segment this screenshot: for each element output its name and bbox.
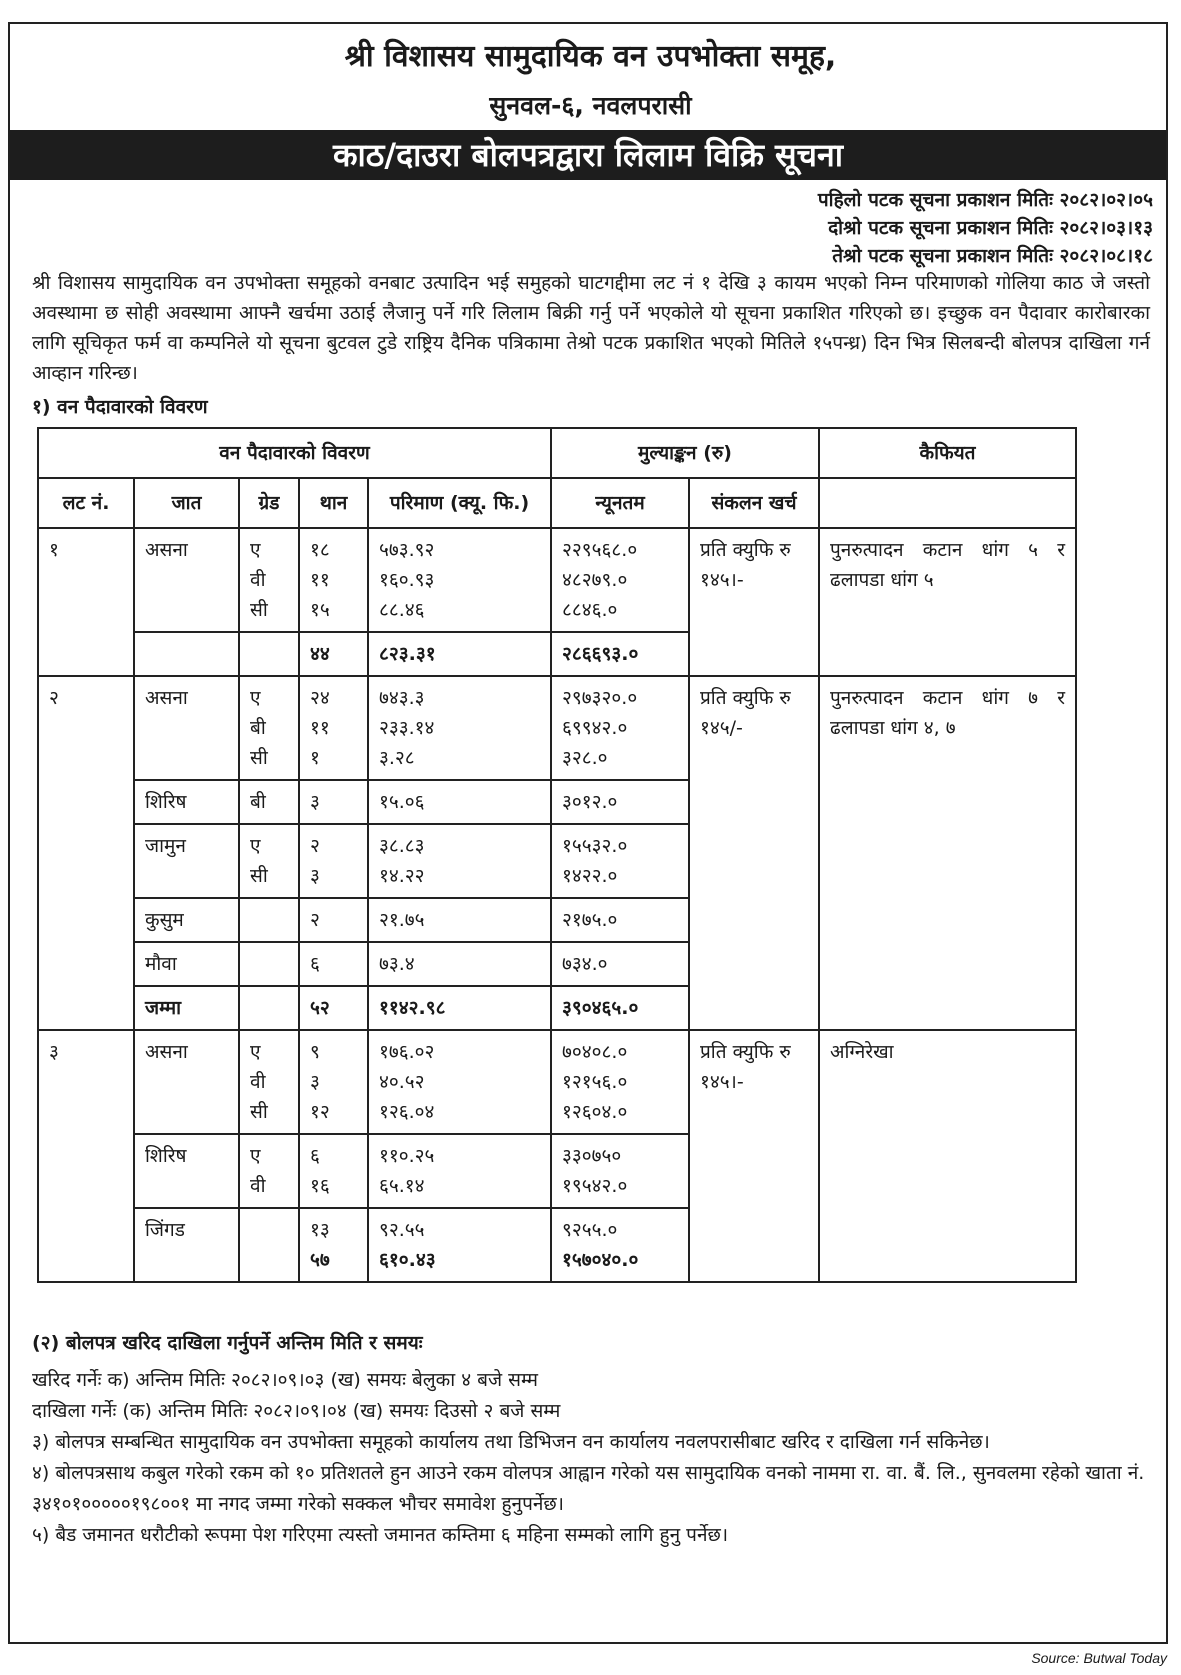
grade-value: ए [250,539,261,561]
count-value: २४ [310,687,330,709]
grade-cell [239,676,299,780]
point-4: ४) बोलपत्रसाथ कबुल गरेको रकम को १० प्रतिशतले हुन आउने रकम वोलपत्र आह्वान गरेको यस सामुदायिक वनको नाममा रा. वा. बैं. लि., सुनवलमा रहेको खाता नं. ३४१०१०००००१९८००१ मा नगद जम्मा गरेको सक्कल भौचर समावेश हुनुपर्नेछ। [32,1462,1145,1515]
count-value: २ [310,909,320,931]
purchase-deadline: खरिद गर्नेः क) अन्तिम मितिः २०८२।०९।०३ (ख) समयः बेलुका ४ बजे सम्म [32,1369,539,1391]
volume-cell [368,528,551,632]
grade-cell [239,986,299,1030]
collection-cost: प्रति क्युफि रु १४५/- [689,676,819,1030]
min-value: २१७५.० [562,909,618,931]
min-value: १२६०४.० [562,1101,628,1123]
grade-value: वी [250,569,266,591]
remarks: अग्निरेखा [819,1030,1076,1282]
min-cell [551,632,689,676]
count-cell [299,898,368,942]
grade-value: सी [250,747,268,769]
grade-value: वी [250,1071,266,1093]
collection-cost: प्रति क्युफि रु १४५।- [689,528,819,676]
count-value: ५२ [310,997,330,1019]
notice-title: काठ/दाउरा बोलपत्रद्वारा लिलाम विक्रि सूचना [10,130,1166,180]
species: मौवा [134,942,239,986]
point-3: ३) बोलपत्र सम्बन्धित सामुदायिक वन उपभोक्ता समूहको कार्यालय तथा डिभिजन वन कार्यालय नवलपरासीबाट खरिद र दाखिला गर्न सकिनेछ। [32,1431,990,1453]
volume-cell [368,1208,551,1282]
lot-number: ३ [38,1030,134,1282]
column-header: जात [134,478,239,528]
grade-cell [239,780,299,824]
org-address: सुनवल-६, नवलपरासी [489,91,692,120]
remarks: पुनरुत्पादन कटान धांग ५ र ढलापडा धांग ५ [819,528,1076,676]
volume-cell [368,824,551,898]
grade-cell [239,528,299,632]
grade-cell [239,824,299,898]
min-value: ३०१२.० [562,791,618,813]
count-cell [299,824,368,898]
grade-cell [239,1208,299,1282]
min-value: ३९०४६५.० [562,997,639,1019]
lot-number: २ [38,676,134,1030]
count-cell [299,528,368,632]
min-value: १९५४२.० [562,1175,628,1197]
group-header-products: वन पैदावारको विवरण [38,428,551,478]
volume-value: ६१०.४३ [379,1249,436,1271]
grade-value: ए [250,1145,261,1167]
species: जम्मा [134,986,239,1030]
grade-value: ए [250,687,261,709]
volume-value: ४०.५२ [379,1071,425,1093]
min-cell [551,1208,689,1282]
min-value: ८८४६.० [562,599,618,621]
grade-cell [239,942,299,986]
grade-cell [239,1030,299,1134]
count-cell [299,1134,368,1208]
source-credit: Source: Butwal Today [1031,1650,1167,1666]
count-value: १३ [310,1219,330,1241]
column-header: संकलन खर्च [689,478,819,528]
min-cell [551,898,689,942]
species: असना [134,528,239,632]
section2 [32,1328,1162,1551]
volume-value: ६५.१४ [379,1175,425,1197]
min-cell [551,528,689,632]
min-cell [551,824,689,898]
volume-value: ७४३.३ [379,687,425,709]
count-value: ११ [310,569,330,591]
min-value: ४८२७९.० [562,569,628,591]
table-row [38,1030,1076,1134]
column-header: न्यूनतम [551,478,689,528]
min-value: ७०४०८.० [562,1041,628,1063]
count-value: ५७ [310,1249,330,1271]
column-header: परिमाण (क्यू. फि.) [368,478,551,528]
volume-value: ११०.२५ [379,1145,435,1167]
grade-value: ए [250,1041,261,1063]
volume-value: १६०.९३ [379,569,435,591]
volume-value: ८२३.३१ [379,643,436,665]
volume-value: १७६.०२ [379,1041,435,1063]
count-cell [299,942,368,986]
min-value: २२९५६८.० [562,539,638,561]
species: जिंगड [134,1208,239,1282]
count-value: ४४ [310,643,330,665]
volume-value: ५७३.९२ [379,539,435,561]
count-value: ९ [310,1041,320,1063]
publish-date-2: दोश्रो पटक सूचना प्रकाशन मितिः २०८२।०३।१३ [828,217,1153,239]
grade-value: ए [250,835,261,857]
grade-value: बी [250,717,266,739]
species: जामुन [134,824,239,898]
count-cell [299,1030,368,1134]
grade-value: सी [250,599,268,621]
count-cell [299,632,368,676]
count-value: १ [310,747,320,769]
count-value: ११ [310,717,330,739]
grade-value: सी [250,1101,268,1123]
submit-deadline: दाखिला गर्नेः (क) अन्तिम मितिः २०८२।०९।०४ (ख) समयः दिउसो २ बजे सम्म [32,1400,561,1422]
volume-value: ११४२.९८ [379,997,446,1019]
count-cell [299,1208,368,1282]
species: शिरिष [134,780,239,824]
column-header: लट नं. [38,478,134,528]
volume-value: ९२.५५ [379,1219,425,1241]
min-value: २९७३२०.० [562,687,638,709]
min-cell [551,942,689,986]
min-cell [551,1030,689,1134]
grade-value: बी [250,791,266,813]
volume-cell [368,676,551,780]
grade-cell [239,1134,299,1208]
group-header-valuation: मुल्याङ्कन (रु) [551,428,819,478]
min-value: १४२२.० [562,865,618,887]
min-value: ९२५५.० [562,1219,618,1241]
count-value: ६ [310,1145,320,1167]
volume-value: ३८.८३ [379,835,425,857]
count-value: ६ [310,953,320,975]
min-value: ३२८.० [562,747,608,769]
count-value: १८ [310,539,330,561]
volume-value: ७३.४ [379,953,415,975]
grade-value: वी [250,1175,266,1197]
species: असना [134,1030,239,1134]
species [134,632,239,676]
grade-value: सी [250,865,268,887]
column-header [819,478,1076,528]
section2-title: (२) बोलपत्र खरिद दाखिला गर्नुपर्ने अन्तिम मिति र समयः [32,1332,423,1354]
min-value: १२१५६.० [562,1071,628,1093]
column-header: थान [299,478,368,528]
group-header-remarks: कैफियत [819,428,1076,478]
min-value: ६९९४२.० [562,717,628,739]
table-row [38,676,1076,780]
min-value: २८६६९३.० [562,643,639,665]
volume-cell [368,898,551,942]
count-cell [299,676,368,780]
volume-cell [368,986,551,1030]
publish-date-1: पहिलो पटक सूचना प्रकाशन मितिः २०८२।०२।०५ [817,189,1153,211]
volume-value: १२६.०४ [379,1101,435,1123]
table-row [38,528,1076,632]
remarks: पुनरुत्पादन कटान धांग ७ र ढलापडा धांग ४, ७ [819,676,1076,1030]
species: असना [134,676,239,780]
species: कुसुम [134,898,239,942]
count-value: २ [310,835,320,857]
count-value: १५ [310,599,330,621]
grade-cell [239,632,299,676]
section1-title: १) वन पैदावारको विवरण [32,396,208,418]
min-cell [551,1134,689,1208]
min-cell [551,676,689,780]
org-name: श्री विशासय सामुदायिक वन उपभोक्ता समूह, [344,39,837,74]
min-value: ३३०७५० [562,1145,622,1167]
intro-paragraph: श्री विशासय सामुदायिक वन उपभोक्ता समूहको वनबाट उत्पादिन भई समुहको घाटगद्दीमा लट नं १ देखि ३ कायम भएको निम्न परिमाणको गोलिया काठ जे जस्तो अवस्थामा छ सोही अवस्थामा आफ्नै खर्चमा उठाई लैजानु पर्ने गरि लिलाम बिक्री गर्नु पर्ने भएकोले यो सूचना प्रकाशित गरिएको छ। इच्छुक वन पैदावार कारोबारका लागि सूचिकृत फर्म वा कम्पनिले यो सूचना बुटवल टुडे राष्ट्रिय दैनिक पत्रिकामा तेश्रो पटक प्रकाशित भएको मितिले १५पन्ध्र) दिन भित्र सिलबन्दी बोलपत्र दाखिला गर्न आव्हान गरिन्छ। [32,272,1150,384]
min-cell [551,780,689,824]
volume-value: १४.२२ [379,865,425,887]
count-value: ३ [310,791,320,813]
volume-value: ८८.४६ [379,599,425,621]
volume-cell [368,632,551,676]
count-cell [299,986,368,1030]
count-value: ३ [310,865,320,887]
volume-cell [368,1030,551,1134]
count-value: ३ [310,1071,320,1093]
volume-value: २३३.१४ [379,717,435,739]
forest-product-table [37,427,1077,1283]
count-value: १६ [310,1175,330,1197]
min-value: १५७०४०.० [562,1249,639,1271]
min-value: ७३४.० [562,953,608,975]
volume-value: ३.२८ [379,747,415,769]
lot-number: १ [38,528,134,676]
column-header: ग्रेड [239,478,299,528]
min-value: १५५३२.० [562,835,628,857]
volume-value: १५.०६ [379,791,425,813]
volume-cell [368,942,551,986]
point-5: ५) बैड जमानत धरौटीको रूपमा पेश गरिएमा त्यस्तो जमानत कम्तिमा ६ महिना सम्मको लागि हुनु पर्नेछ। [32,1524,729,1546]
collection-cost: प्रति क्युफि रु १४५।- [689,1030,819,1282]
volume-cell [368,780,551,824]
min-cell [551,986,689,1030]
volume-value: २१.७५ [379,909,425,931]
count-value: १२ [310,1101,330,1123]
grade-cell [239,898,299,942]
species: शिरिष [134,1134,239,1208]
count-cell [299,780,368,824]
volume-cell [368,1134,551,1208]
publish-date-3: तेश्रो पटक सूचना प्रकाशन मितिः २०८२।०८।१८ [832,245,1153,267]
